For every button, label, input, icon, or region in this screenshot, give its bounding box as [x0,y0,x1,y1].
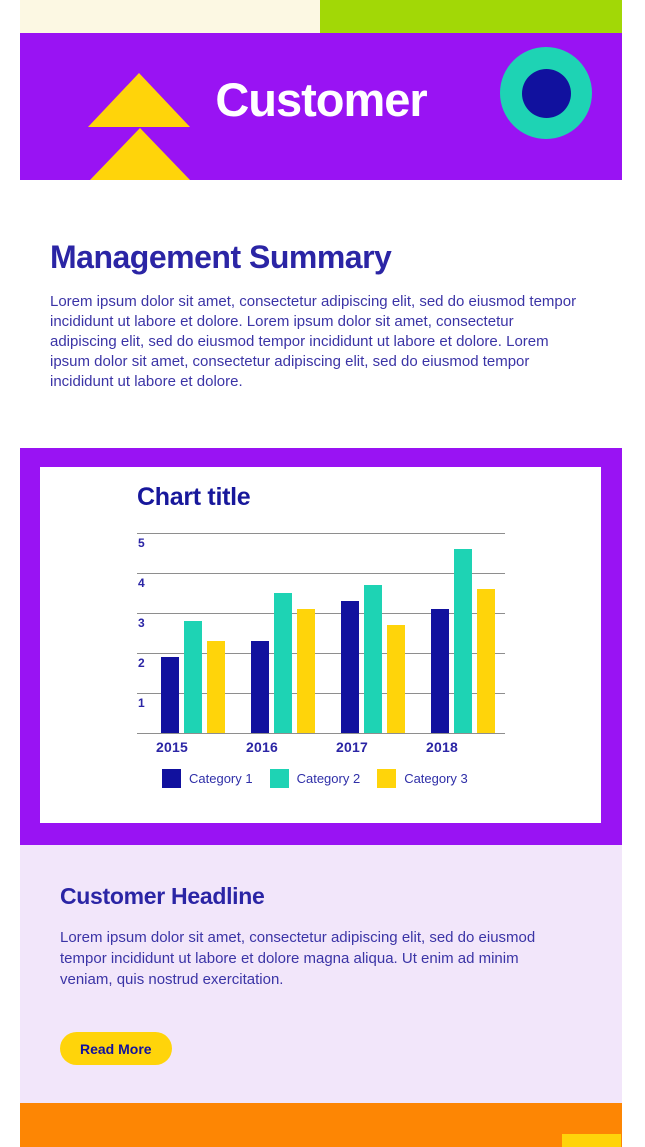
y-axis-tick-label: 3 [138,616,145,630]
x-axis-tick-label: 2015 [156,739,188,755]
bar-category-1-2017 [341,601,359,733]
top-strip-green [320,0,622,33]
chart-title: Chart title [137,483,251,511]
ring-circle-icon [500,47,592,139]
management-summary-section [50,238,577,392]
chart-card [40,467,601,823]
legend-swatch-icon [162,769,181,788]
triangle-up-icon [90,128,190,180]
read-more-button[interactable]: Read More [60,1032,172,1065]
footer-strip [20,1103,622,1147]
y-axis-tick-label: 5 [138,536,145,550]
gridline-3 [137,613,505,614]
legend-item-category-1 [162,769,253,788]
x-axis-tick-label: 2018 [426,739,458,755]
top-strip [20,0,622,33]
legend-label: Category 2 [296,771,361,786]
header-title: Customer [215,73,427,126]
y-axis-tick-label: 1 [138,696,145,710]
bar-chart-plot-area [137,533,505,755]
header-banner [20,33,622,180]
bar-category-2-2016 [274,593,292,733]
gridline-0 [137,733,505,734]
legend-item-category-3 [377,769,468,788]
chart-section [20,448,622,845]
gridline-4 [137,573,505,574]
legend-item-category-2 [270,769,361,788]
bar-category-2-2018 [454,549,472,733]
bar-category-1-2016 [251,641,269,733]
summary-heading: Management Summary [50,239,392,275]
legend-swatch-icon [270,769,289,788]
y-axis-tick-label: 4 [138,576,145,590]
gridline-5 [137,533,505,534]
summary-body-text: Lorem ipsum dolor sit amet, consectetur adipiscing elit, sed do eiusmod tempor incididunt ut labore et dolore. Lorem ipsum dolor sit amet, consectetur adipiscing elit, sed do eiusmod tempor incididunt ut labore et dolore. Lorem ipsum dolor sit amet, consectetur adipiscing elit, sed do eiusmod tempor incididunt ut labore et dolore. [50,293,577,390]
ring-inner-dot [522,69,571,118]
bar-category-3-2017 [387,625,405,733]
legend-label: Category 3 [404,771,468,786]
customer-headline-card [20,845,622,1103]
bar-category-3-2018 [477,589,495,733]
bar-category-3-2015 [207,641,225,733]
x-axis-tick-label: 2016 [246,739,278,755]
top-strip-cream [20,0,320,33]
bar-category-2-2017 [364,585,382,733]
bar-category-2-2015 [184,621,202,733]
x-axis-tick-label: 2017 [336,739,368,755]
legend-swatch-icon [377,769,396,788]
legend-label: Category 1 [189,771,253,786]
bar-category-1-2015 [161,657,179,733]
headline-heading: Customer Headline [60,883,265,909]
y-axis-tick-label: 2 [138,656,145,670]
bar-category-3-2016 [297,609,315,733]
bar-category-1-2018 [431,609,449,733]
chart-legend [162,769,468,788]
headline-body-text: Lorem ipsum dolor sit amet, consectetur adipiscing elit, sed do eiusmod tempor incididunt ut labore et dolore magna aliqua. Ut enim ad minim veniam, quis nostrud exercitation. [60,929,536,988]
footer-accent-square [562,1134,621,1147]
